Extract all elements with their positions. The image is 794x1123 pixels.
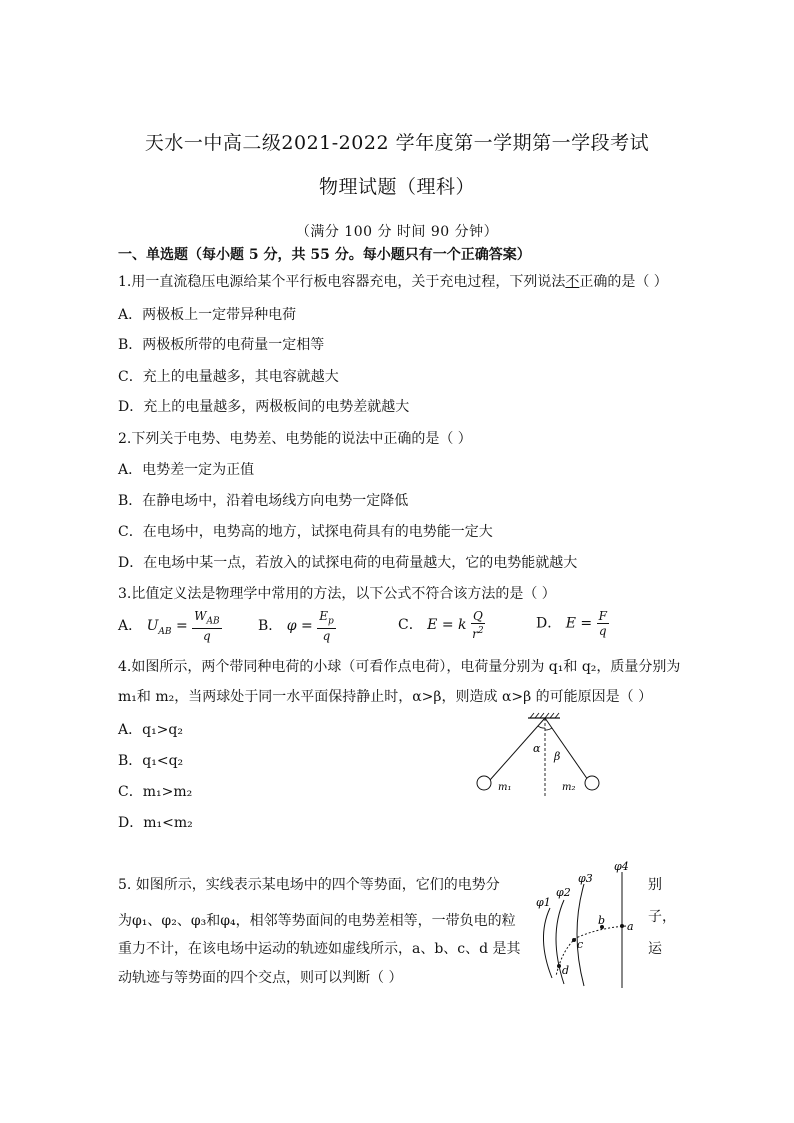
- q4-option-c: C．m₁>m₂: [118, 784, 193, 800]
- beta-label: β: [554, 750, 561, 763]
- q5-tail-1: 别: [648, 877, 662, 893]
- q4-stem-line1: 4.如图所示，两个带同种电荷的小球（可看作点电荷），电荷量分别为 q₁和 q₂，质量分别为: [118, 659, 681, 675]
- q3-c-den: r: [472, 627, 478, 641]
- q3-b-fraction: [317, 609, 336, 643]
- q3-d-fraction: [597, 609, 609, 638]
- q5-tail-3: 运: [648, 941, 662, 957]
- phi4-label: φ4: [614, 860, 629, 873]
- q1-option-c: C．充上的电量越多，其电容就越大: [118, 369, 339, 385]
- q2-option-d: D．在电场中某一点，若放入的试探电荷的电荷量越大，它的电势能就越大: [118, 555, 578, 571]
- q3-option-d: [536, 609, 609, 638]
- surface-phi1: [543, 908, 552, 978]
- q3-c-fraction: [471, 609, 485, 641]
- alpha-arc: [538, 726, 545, 728]
- q4-option-a: A．q₁>q₂: [118, 722, 183, 738]
- q1-stem-pre: 1.用一直流稳压电源给某个平行板电容器充电，关于充电过程，下列说法: [118, 274, 566, 290]
- q5-equipotential-figure: [528, 858, 643, 988]
- a-label: a: [627, 920, 634, 933]
- point-d: [557, 964, 561, 968]
- q3-a-den: q: [203, 629, 211, 644]
- q3-option-c: [398, 609, 485, 641]
- q5-stem-line2: 为φ₁、φ₂、φ₃和φ₄，相邻等势面间的电势差相等，一带负电的粒: [118, 913, 516, 929]
- right-string: [545, 718, 588, 780]
- ball-m1: [477, 776, 491, 790]
- phi3-label: φ3: [578, 872, 593, 885]
- q1-option-b: B．两极板所带的电荷量一定相等: [118, 337, 325, 353]
- q1-option-a: A．两极板上一定带异种电荷: [118, 307, 297, 323]
- q3-option-b: [258, 609, 336, 643]
- q3-d-num: F: [598, 609, 607, 623]
- q1-stem: [118, 271, 668, 291]
- q2-option-b: B．在静电场中，沿着电场线方向电势一定降低: [118, 493, 409, 509]
- alpha-label: α: [533, 742, 541, 755]
- q3-b-num-sub: p: [327, 616, 334, 627]
- q2-option-c: C．在电场中，电势高的地方，试探电荷具有的电势能一定大: [118, 524, 493, 540]
- q3-c-num: Q: [472, 609, 483, 623]
- q3-a-label: A．: [118, 618, 143, 635]
- q4-option-d: D．m₁<m₂: [118, 815, 193, 831]
- q3-a-num-sub: AB: [206, 616, 220, 627]
- q3-c-lhs: E: [427, 617, 438, 633]
- beta-arc: [545, 728, 552, 730]
- q3-b-num: E: [319, 609, 328, 623]
- q3-c-den-sup: 2: [477, 626, 484, 636]
- q5-stem-line3: 重力不计，在该电场中运动的轨迹如虚线所示，a、b、c、d 是其: [118, 941, 521, 957]
- q1-option-d: D．充上的电量越多，两极板间的电势差就越大: [118, 399, 410, 415]
- q2-option-a: A．电势差一定为正值: [118, 462, 255, 478]
- ceiling-hatch: [530, 713, 559, 718]
- q4-stem-line2: m₁和 m₂，当两球处于同一水平面保持静止时，α>β，则造成 α>β 的可能原因是（ ）: [118, 689, 653, 705]
- q3-a-lhs-sub: AB: [158, 627, 172, 637]
- c-label: c: [577, 938, 584, 951]
- q4-pendulum-figure: [470, 710, 605, 800]
- q2-stem: 2.下列关于电势、电势差、电势能的说法中正确的是（ ）: [118, 431, 472, 447]
- b-label: b: [598, 914, 606, 927]
- q3-c-eq: = k: [437, 617, 467, 633]
- phi1-label: φ1: [536, 896, 551, 909]
- section-heading: 一、单选题（每小题 5 分，共 55 分。每小题只有一个正确答案）: [118, 247, 531, 263]
- q3-b-lhs: φ: [286, 618, 297, 635]
- q3-a-fraction: [192, 609, 221, 643]
- q5-stem-line4: 动轨迹与等势面的四个交点，则可以判断（ ）: [118, 970, 403, 986]
- q5-tail-2: 子，: [648, 909, 676, 925]
- q1-stem-underline: 不: [565, 274, 580, 290]
- exam-info: （满分 100 分 时间 90 分钟）: [295, 224, 499, 240]
- ball-m2: [585, 776, 599, 790]
- q3-stem: 3.比值定义法是物理学中常用的方法，以下公式不符合该方法的是（ ）: [118, 586, 556, 602]
- q3-d-den: q: [598, 624, 607, 638]
- d-label: d: [562, 964, 570, 977]
- q3-a-eq: =: [171, 618, 188, 635]
- q3-c-label: C．: [398, 617, 423, 633]
- m1-label: m₁: [498, 782, 512, 793]
- exam-subtitle: 物理试题（理科）: [318, 176, 475, 198]
- q3-d-eq: =: [575, 615, 593, 632]
- q3-a-num: W: [194, 609, 207, 623]
- point-c: [572, 938, 576, 942]
- q5-stem-line1: 5. 如图所示，实线表示某电场中的四个等势面，它们的电势分: [118, 877, 500, 893]
- q3-b-eq: =: [296, 618, 313, 635]
- q3-b-label: B．: [258, 618, 283, 635]
- surface-phi3: [577, 884, 584, 986]
- exam-title: 天水一中高二级2021-2022 学年度第一学期第一学段考试: [144, 132, 650, 154]
- q3-a-lhs: U: [146, 618, 159, 635]
- phi2-label: φ2: [556, 886, 571, 899]
- point-a: [620, 924, 624, 928]
- q1-stem-post: 正确的是（ ）: [579, 274, 668, 290]
- q3-b-den: q: [322, 629, 331, 644]
- q3-d-lhs: E: [565, 615, 576, 632]
- q3-option-a: [118, 609, 222, 643]
- q4-option-b: B．q₁<q₂: [118, 753, 184, 769]
- q3-d-label: D．: [536, 615, 562, 632]
- m2-label: m₂: [562, 782, 576, 793]
